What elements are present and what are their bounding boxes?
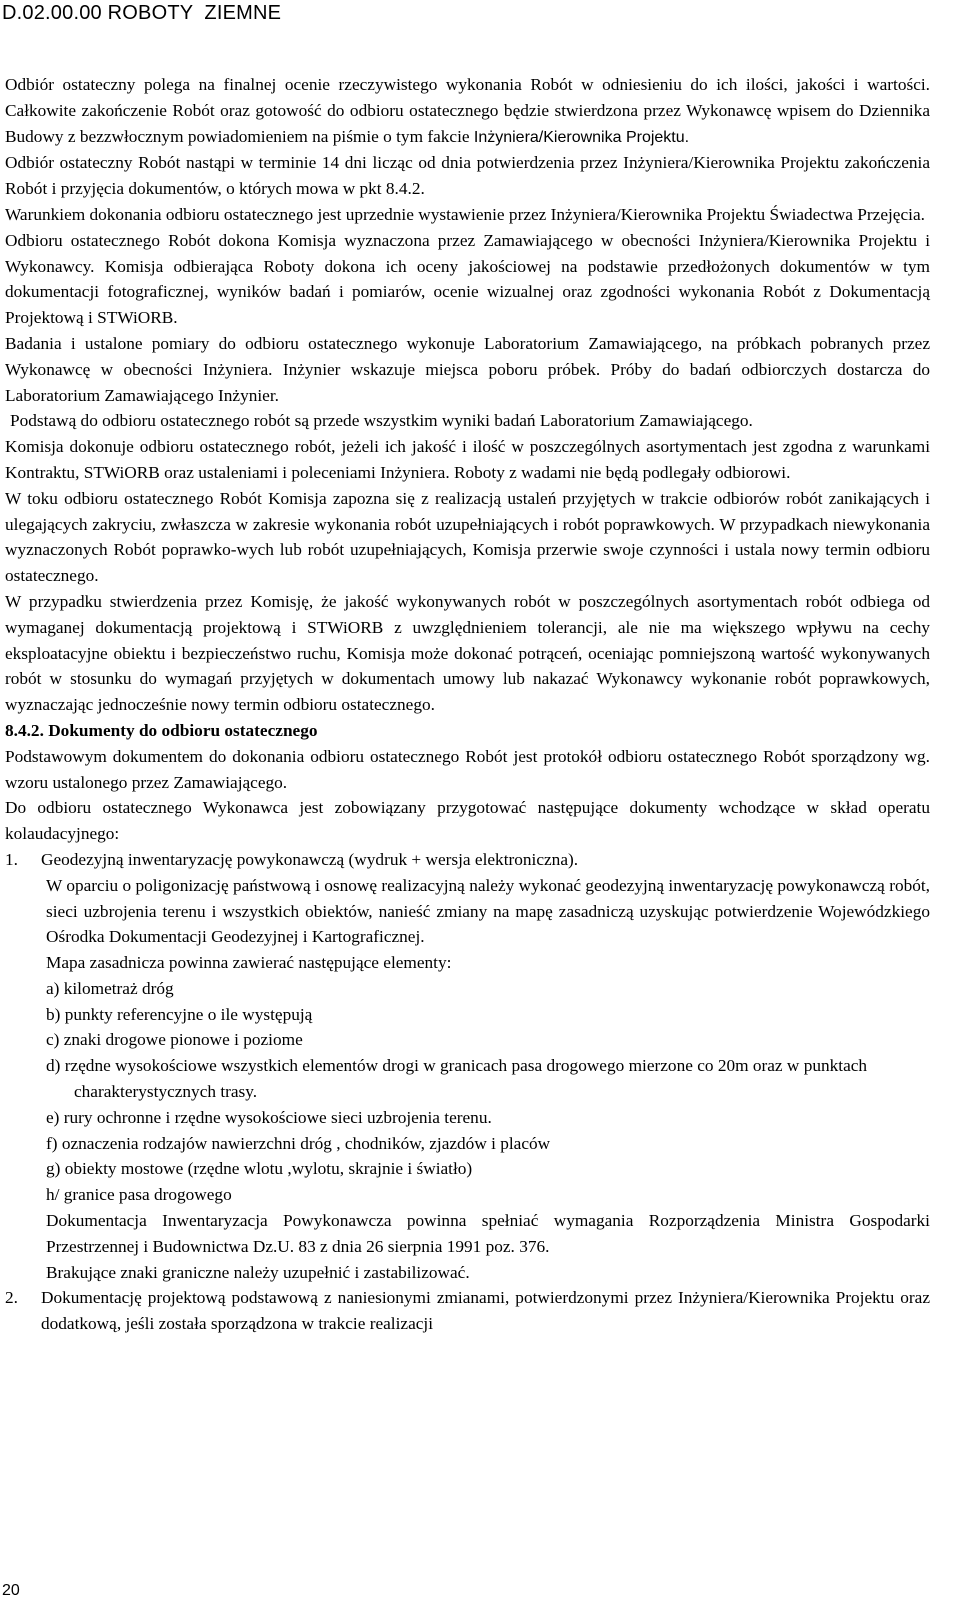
map-intro: Mapa zasadnicza powinna zawierać następujące elementy: xyxy=(46,953,452,973)
list-item-number: 1. xyxy=(5,849,18,869)
paragraph-commission: Odbioru ostatecznego Robót dokona Komisja wyznaczona przez Zamawiającego w obecności Inżyniera/Kierownika Projektu i Wykonawcy. Komisja odbierająca Roboty dokona ich oceny jakościowej na podstawie przedłożonych dokumentów w tym dokumentacji fotograficznej, wyników badań i pomiarów, ocenie wizualnej oraz zgodności wykonania Robót z Dokumentacją Projektową i STWiORB. xyxy=(5,230,930,328)
inventory-description: W oparciu o poligonizację państwową i osnowę realizacyjną należy wykonać geodezyjną inwentaryzację powykonawczą robót, sieci uzbrojenia terenu i wszystkich obiektów, nanieść zmiany na mapę zasadniczą uzyskując potwierdzenie Wojewódzkiego Ośrodka Dokumentacji Geodezyjnej i Kartograficznej. xyxy=(46,875,930,947)
list-item xyxy=(5,847,930,873)
list-item-details xyxy=(46,873,930,1286)
list-item xyxy=(5,1285,930,1337)
list-item-number: 2. xyxy=(5,1288,18,1308)
paragraph-deductions: W przypadku stwierdzenia przez Komisję, że jakość wykonywanych robót w poszczególnych asortymentach robót odbiega od wymaganej dokumentacją projektową i STWiORB z uwzględnieniem tolerancji, ale nie ma większego wpływu na cechy eksploatacyjne obiektu i bezpieczeństwo ruchu, Komisja może dokonać potrąceń, oceniając pomniejszoną wartość wykonywanych robót w stosunku do wymagań przyjętych w dokumentach umowy lub nakazać Wykonawcy wykonanie robót poprawkowych, wyznaczając jednocześnie nowy termin odbioru ostatecznego. xyxy=(5,591,930,715)
map-element: g) obiekty mostowe (rzędne wlotu ,wylotu, skrajnie i światło) xyxy=(46,1159,473,1179)
list-item-text: Dokumentację projektową podstawową z naniesionymi zmianami, potwierdzonymi przez Inżyniera/Kierownika Projektu oraz dodatkową, jeśli została sporządzona w trakcie realizacji xyxy=(41,1288,930,1334)
map-element: d) rzędne wysokościowe wszystkich elementów drogi w granicach pasa drogowego mierzone co 20m oraz w punktach charakterystycznych trasy. xyxy=(46,1056,868,1102)
regulation-note: Dokumentacja Inwentaryzacja Powykonawcza powinna spełniać wymagania Rozporządzenia Ministra Gospodarki Przestrzennej i Budownictwa Dz.U. 83 z dnia 26 sierpnia 1991 poz. 376. xyxy=(46,1211,930,1256)
page-number: 20 xyxy=(2,1582,20,1599)
section-title: ROBOTY ZIEMNE xyxy=(107,2,282,24)
map-element: a) kilometraż dróg xyxy=(46,978,174,998)
paragraph-acceptance-condition: Warunkiem dokonania odbioru ostatecznego jest uprzednie wystawienie przez Inżyniera/Kierownika Projektu Świadectwa Przejęcia. xyxy=(5,204,925,224)
map-element: f) oznaczenia rodzajów nawierzchni dróg , chodników, zjazdów i placów xyxy=(46,1133,551,1153)
list-item-text: Geodezyjną inwentaryzację powykonawczą (wydruk + wersja elektroniczna). xyxy=(41,849,579,869)
section-header xyxy=(2,2,281,25)
map-element: h/ granice pasa drogowego xyxy=(46,1185,232,1205)
paragraph-text: Odbiór ostateczny polega na finalnej ocenie rzeczywistego wykonania Robót w odniesieniu do ich ilości, jakości i wartości. Całkowite zakończenie Robót oraz gotowość do odbioru ostatecznego będzie stwierdzona przez Wykonawcę wpisem do Dziennika Budowy z bezzwłocznym powiadomieniem na piśmie o tym fakcie xyxy=(5,75,930,146)
paragraph-documents-intro: Do odbioru ostatecznego Wykonawca jest zobowiązany przygotować następujące dokumenty wchodzące w skład operatu kolaudacyjnego: xyxy=(5,798,930,844)
paragraph-acceptance-term: Odbiór ostateczny Robót nastąpi w terminie 14 dni licząc od dnia potwierdzenia przez Inżyniera/Kierownika Projektu zakończenia Robót i przyjęcia dokumentów, o których mowa w pkt 8.4.2. xyxy=(5,153,930,199)
paragraph-text-sans: Inżyniera/Kierownika Projektu. xyxy=(473,128,690,146)
paragraph-acceptance-process: W toku odbioru ostatecznego Robót Komisja zapozna się z realizacją ustaleń przyjętych w trakcie odbiorów robót zanikających i ulegających zakryciu, zwłaszcza w zakresie wykonania robót uzupełniających i robót poprawkowych. W przypadkach niewykonania wyznaczonych Robót poprawko-wych lub robót uzupełniających, Komisja przerwie swoje czynności i ustala nowy termin odbioru ostatecznego. xyxy=(5,488,930,586)
document-body xyxy=(5,72,930,1337)
paragraph-commission-acceptance: Komisja dokonuje odbioru ostatecznego robót, jeżeli ich jakość i ilość w poszczególnych asortymentach jest zgodna z warunkami Kontraktu, STWiORB oraz ustaleniami i poleceniami Inżyniera. Roboty z wadami nie będą podlegały odbiorowi. xyxy=(5,437,930,482)
map-element: e) rury ochronne i rzędne wysokościowe sieci uzbrojenia terenu. xyxy=(46,1107,492,1127)
paragraph-basis: Podstawą do odbioru ostatecznego robót są przede wszystkim wyniki badań Laboratorium Zamawiającego. xyxy=(10,411,753,431)
paragraph-protocol: Podstawowym dokumentem do dokonania odbioru ostatecznego Robót jest protokół odbioru ostatecznego Robót sporządzony wg. wzoru ustalonego przez Zamawiającego. xyxy=(5,746,930,792)
map-element: b) punkty referencyjne o ile występują xyxy=(46,1004,313,1024)
boundary-note: Brakujące znaki graniczne należy uzupełnić i zastabilizować. xyxy=(46,1262,470,1282)
paragraph-final-acceptance xyxy=(5,72,930,150)
map-element: c) znaki drogowe pionowe i poziome xyxy=(46,1030,303,1050)
section-code: D.02.00.00 xyxy=(2,2,102,24)
section-heading: 8.4.2. Dokumenty do odbioru ostatecznego xyxy=(5,720,318,740)
paragraph-testing: Badania i ustalone pomiary do odbioru ostatecznego wykonuje Laboratorium Zamawiającego, na próbkach pobranych przez Wykonawcę w obecności Inżyniera. Inżynier wskazuje miejsca poboru próbek. Próby do badań odbiorczych dostarcza do Laboratorium Zamawiającego Inżynier. xyxy=(5,333,930,405)
